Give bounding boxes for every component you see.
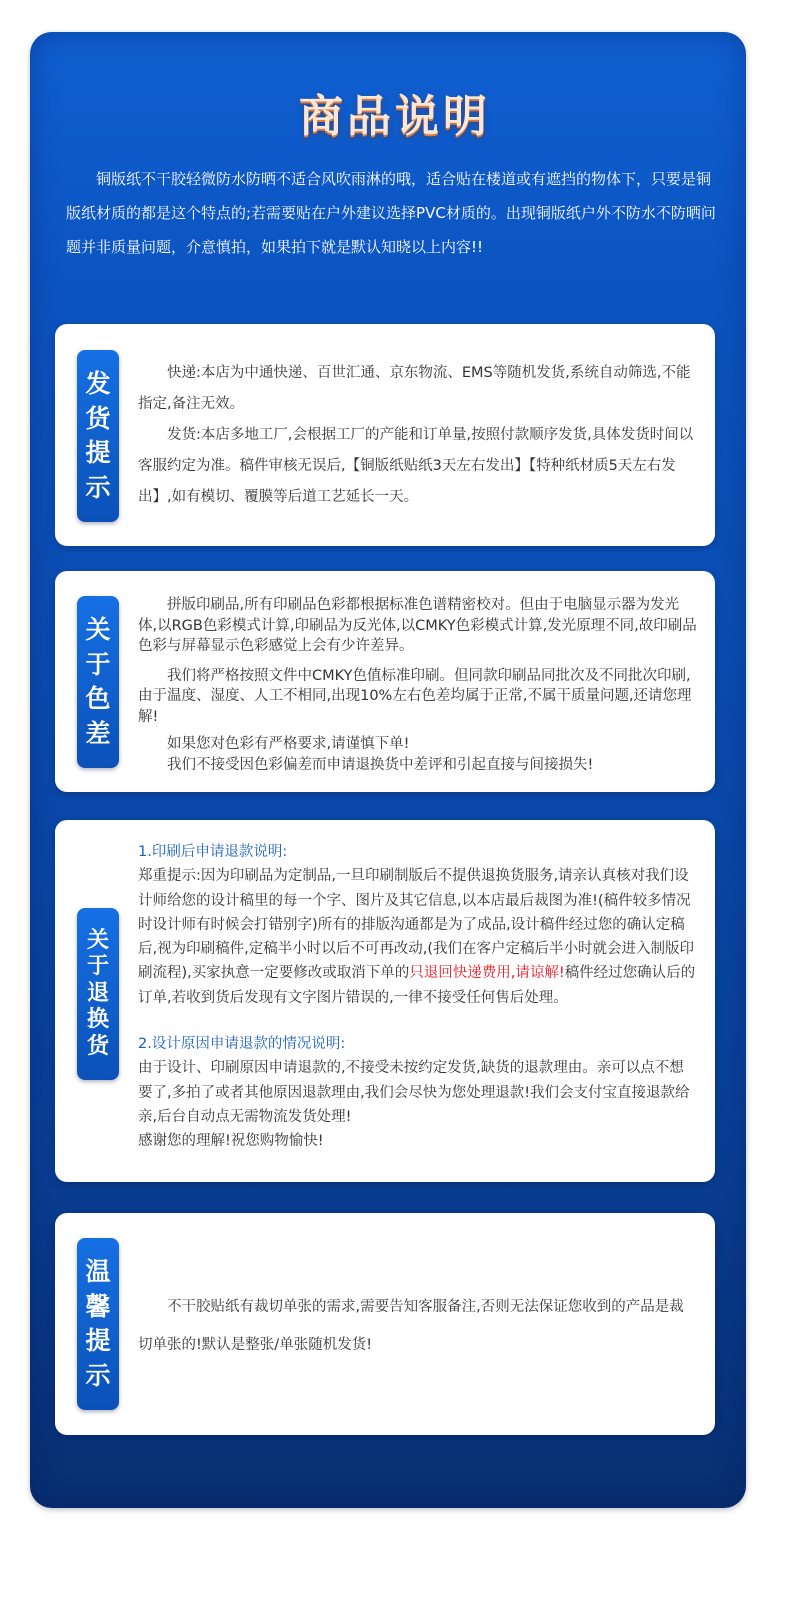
- shipping-dispatch-text: 发货:本店多地工厂,会根据工厂的产能和订单量,按照付款顺序发货,具体发货时间以客服约定为准。稿件审核无误后,【铜版纸贴纸3天左右发出】【特种纸材质5天左右发出】,如有模切、覆膜等后道工艺延长一天。: [138, 427, 694, 505]
- refund-tag: [77, 908, 119, 1080]
- refund-heading-2: 2.设计原因申请退款的情况说明:: [138, 1036, 346, 1053]
- color-paragraph-4: 我们不接受因色彩偏差而申请退换货中差评和引起直接与间接损失!: [167, 756, 594, 773]
- refund-body: [138, 840, 697, 1154]
- intro-text: 铜版纸不干胶轻微防水防晒不适合风吹雨淋的哦，适合贴在楼道或有遮挡的物体下，只要是铜版纸材质的都是这个特点的;若需要贴在户外建议选择PVC材质的。出现铜版纸户外不防水不防晒问题并非质量问题，介意慎拍，如果拍下就是默认知晓以上内容!!: [66, 170, 716, 256]
- shipping-body: [138, 358, 697, 513]
- color-tag: [77, 596, 119, 768]
- color-tag-label: 关于色差: [85, 615, 111, 748]
- color-paragraph-2: 我们将严格按照文件中CMKY色值标准印刷。但同款印刷品同批次及不同批次印刷,由于温度、湿度、人工不相同,出现10%左右色差均属于正常,不属干质量问题,还请您理解!: [138, 667, 692, 725]
- tips-tag: [77, 1238, 119, 1410]
- shipping-tag: [77, 350, 119, 522]
- refund-card: [55, 820, 715, 1182]
- tips-card: [55, 1213, 715, 1435]
- color-paragraph-1: 拼版印刷品,所有印刷品色彩都根据标准色谱精密校对。但由于电脑显示器为发光体,以RGB色彩模式计算,印刷品为反光体,以CMKY色彩模式计算,发光原理不同,故印刷品色彩与屏幕显示色彩感觉上会有少许差异。: [138, 597, 697, 654]
- shipping-card: [55, 324, 715, 546]
- color-paragraph-3: 如果您对色彩有严格要求,请谨慎下单!: [167, 736, 410, 752]
- tips-body: [138, 1288, 697, 1364]
- refund-paragraph-3: 感谢您的理解!祝您购物愉快!: [138, 1133, 324, 1150]
- tips-tag-label: 温馨提示: [85, 1257, 111, 1390]
- page-title: 商品说明: [299, 91, 491, 142]
- refund-paragraph-1-tail: 稿件经过您确认后的订单,若收到货后发现有文字图片错误的,一律不接受任何售后处理。: [138, 965, 696, 1006]
- refund-paragraph-2: 由于设计、印刷原因申请退款的,不接受未按约定发货,缺货的退款理由。亲可以点不想要了,多拍了或者其他原因退款理由,我们会尽快为您处理退款!我们会支付宝直接退款给亲,后台自动点无需物流发货处理!: [138, 1060, 690, 1125]
- refund-heading-1: 1.印刷后申请退款说明:: [138, 844, 288, 860]
- refund-tag-label: 关于退换货: [86, 928, 109, 1059]
- shipping-tag-label: 发货提示: [85, 369, 111, 502]
- shipping-express-text: 快递:本店为中通快递、百世汇通、京东物流、EMS等随机发货,系统自动筛选,不能指定,备注无效。: [138, 365, 691, 412]
- color-card: [55, 571, 715, 792]
- color-body: [138, 595, 697, 775]
- refund-paragraph-1: [138, 864, 697, 1010]
- refund-highlight-text: 只退回快递费用,请谅解!: [409, 965, 565, 982]
- tips-paragraph: 不干胶贴纸有裁切单张的需求,需要告知客服备注,否则无法保证您收到的产品是裁切单张的!默认是整张/单张随机发货!: [138, 1299, 684, 1353]
- refund-paragraph-1-text: 郑重提示:因为印刷品为定制品,一旦印刷制版后不提供退换货服务,请亲认真核对我们设计师给您的设计稿里的每一个字、图片及其它信息,以本店最后裁图为准!(稿件较多情况时设计师有时候会打错别字)所有的排版沟通都是为了成品,设计稿件经过您的确认定稿后,视为印刷稿件,定稿半小时以后不可再改动,(我们在客户定稿后半小时就会进入制版印刷流程),买家执意一定要修改或取消下单的: [138, 868, 694, 982]
